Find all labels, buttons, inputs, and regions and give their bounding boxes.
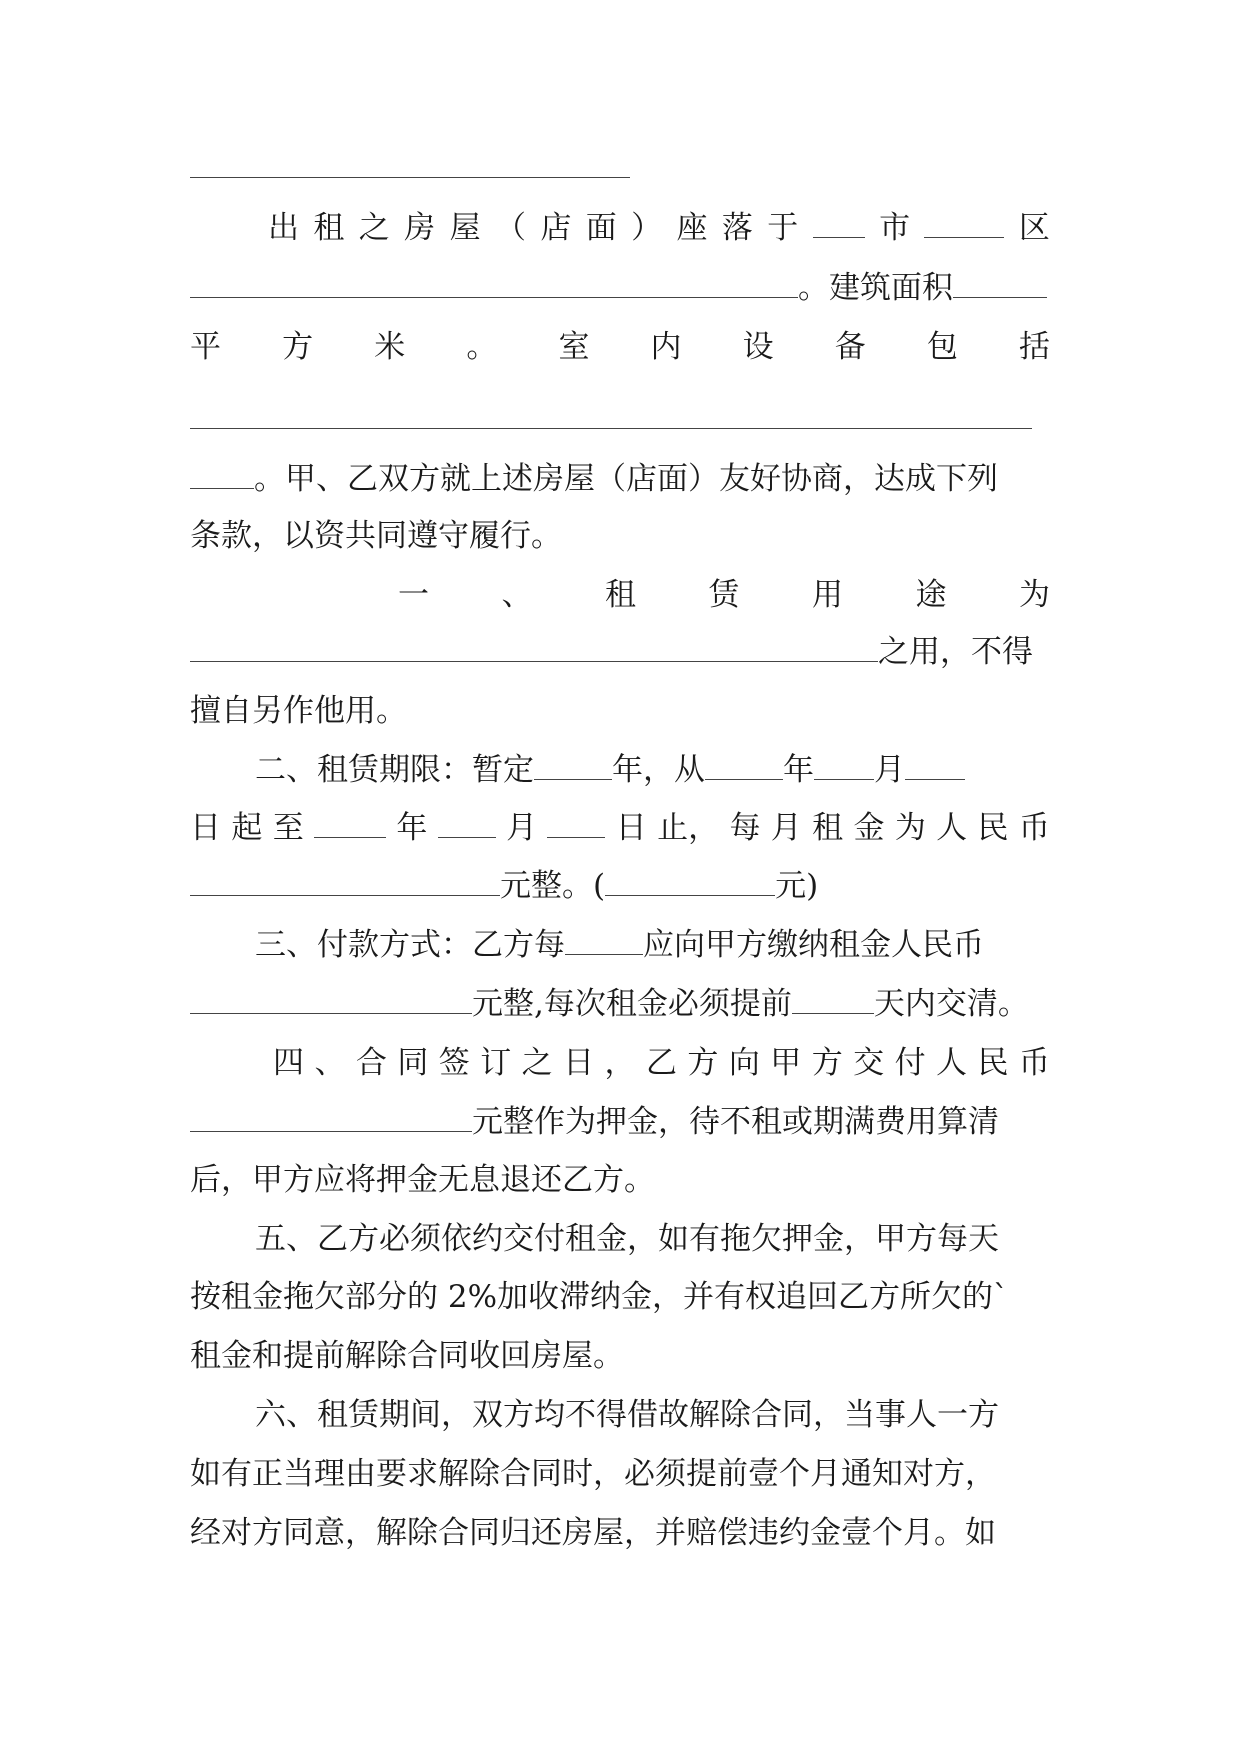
clause-6-line1: 六、租赁期间，双方均不得借故解除合同，当事人一方	[255, 1397, 999, 1433]
clause-2-line3: 元整。( 元)	[190, 866, 1050, 906]
clause-2-line2: 日 起 至 年 月 日 止， 每 月 租 金 为 人 民 币	[190, 810, 1050, 846]
clause-location-line1: 出 租 之 房 屋 （ 店 面 ） 座 落 于 市 区	[268, 210, 1050, 246]
blank-rule-top	[190, 177, 630, 178]
clause-6-line2: 如有正当理由要求解除合同时，必须提前壹个月通知对方，	[190, 1456, 996, 1492]
blank-address[interactable]	[190, 271, 798, 298]
clause-4-line1: 四 、 合 同 签 订 之 日 ， 乙 方 向 甲 方 交 付 人 民 币	[273, 1045, 1050, 1081]
clause-intro-line2: 条款，以资共同遵守履行。	[190, 518, 562, 554]
blank-pay-amount[interactable]	[190, 987, 472, 1014]
clause-4-line3: 后，甲方应将押金无息退还乙方。	[190, 1162, 655, 1198]
blank-start-month[interactable]	[814, 753, 874, 780]
clause-5-line1: 五、乙方必须依约交付租金，如有拖欠押金，甲方每天	[255, 1221, 999, 1257]
blank-equipment-end[interactable]	[190, 462, 254, 489]
blank-district[interactable]	[924, 211, 1004, 238]
clause-1-line2: 之用，不得	[190, 632, 1050, 672]
blank-end-month[interactable]	[438, 811, 496, 838]
blank-pay-period[interactable]	[565, 928, 643, 955]
blank-rent-number[interactable]	[605, 869, 775, 896]
blank-area[interactable]	[953, 271, 1047, 298]
clause-location-line3: 平 方 米 。 室 内 设 备 包 括	[190, 329, 1050, 365]
blank-end-year[interactable]	[314, 811, 386, 838]
blank-end-day[interactable]	[547, 811, 605, 838]
clause-intro-line1: 。甲、乙双方就上述房屋（店面）友好协商，达成下列	[190, 459, 1050, 499]
clause-1-line1: 一 、 租 赁 用 途 为	[398, 577, 1050, 613]
clause-location-line2: 。建筑面积	[190, 268, 1050, 308]
clause-5-line3: 租金和提前解除合同收回房屋。	[190, 1338, 624, 1374]
blank-term-years[interactable]	[534, 753, 612, 780]
blank-city[interactable]	[813, 211, 865, 238]
clause-5-line2: 按租金拖欠部分的 2%加收滞纳金，并有权追回乙方所欠的`	[190, 1279, 1009, 1315]
blank-usage[interactable]	[190, 635, 878, 662]
blank-start-year[interactable]	[705, 753, 783, 780]
blank-pay-days[interactable]	[792, 987, 874, 1014]
blank-rent-words[interactable]	[190, 869, 500, 896]
blank-equipment-line[interactable]	[190, 428, 1032, 429]
clause-6-line3: 经对方同意，解除合同归还房屋，并赔偿违约金壹个月。如	[190, 1515, 996, 1551]
clause-1-line3: 擅自另作他用。	[190, 693, 407, 729]
clause-3-line2: 元整,每次租金必须提前 天内交清。	[190, 984, 1050, 1024]
clause-3-line1: 三、付款方式：乙方每 应向甲方缴纳租金人民币	[255, 927, 984, 963]
clause-2-line1: 二、租赁期限：暂定 年，从 年 月	[255, 750, 1050, 790]
blank-deposit[interactable]	[190, 1105, 472, 1132]
blank-start-day[interactable]	[905, 753, 965, 780]
clause-4-line2: 元整作为押金，待不租或期满费用算清	[190, 1102, 1050, 1142]
